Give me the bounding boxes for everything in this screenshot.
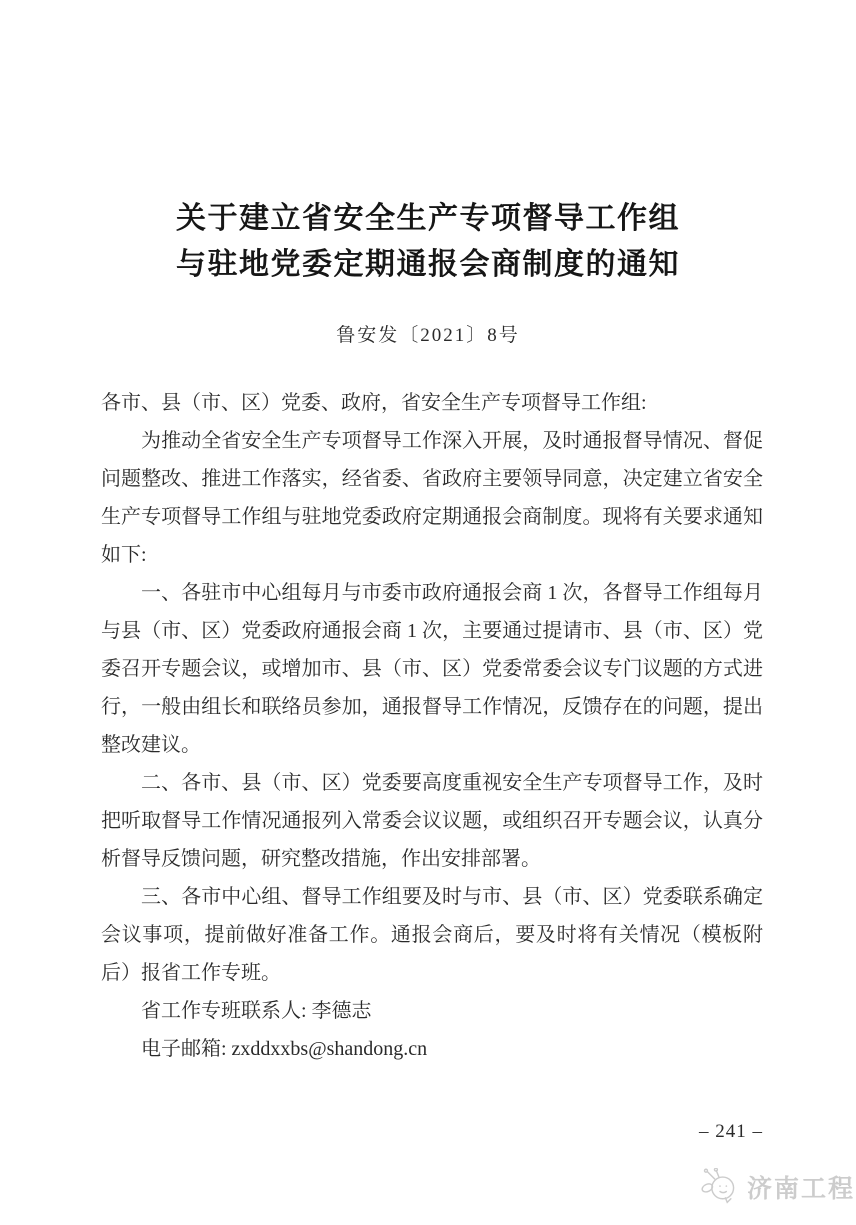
page-number: – 241 – bbox=[699, 1121, 763, 1142]
body-paragraph-intro: 为推动全省安全生产专项督导工作深入开展，及时通报督导情况、督促问题整改、推进工作落实，经省委、省政府主要领导同意，决定建立省安全生产专项督导工作组与驻地党委政府定期通报会商制度。现将有关要求通知如下: bbox=[101, 430, 763, 566]
contact-person-line: 省工作专班联系人: 李德志 bbox=[141, 1000, 372, 1022]
salutation-line: 各市、县（市、区）党委、政府，省安全生产专项督导工作组: bbox=[101, 392, 647, 414]
document-body bbox=[101, 384, 763, 1068]
body-paragraph-item-3: 三、各市中心组、督导工作组要及时与市、县（市、区）党委联系确定会议事项，提前做好准备工作。通报会商后，要及时将有关情况（模板附后）报省工作专班。 bbox=[101, 886, 763, 984]
document-title-line2: 与驻地党委定期通报会商制度的通知 bbox=[176, 248, 680, 281]
watermark-text: 济南工程 bbox=[747, 1175, 856, 1203]
body-paragraph-item-1: 一、各驻市中心组每月与市委市政府通报会商 1 次，各督导工作组每月与县（市、区）党委政府通报会商 1 次，主要通过提请市、县（市、区）党委召开专题会议，或增加市、县（市、区）党委常委会议专门议题的方式进行，一般由组长和联络员参加，通报督导工作情况，反馈存在的问题，提出整改建议。 bbox=[101, 582, 763, 756]
mascot-icon bbox=[698, 1168, 742, 1206]
document-number: 鲁安发〔2021〕8号 bbox=[336, 325, 520, 346]
contact-email-line: 电子邮箱: zxddxxbs@shandong.cn bbox=[141, 1038, 428, 1060]
publisher-watermark bbox=[698, 1168, 855, 1206]
document-title bbox=[0, 196, 856, 288]
document-title-line1: 关于建立省安全生产专项督导工作组 bbox=[176, 202, 680, 235]
body-paragraph-item-2: 二、各市、县（市、区）党委要高度重视安全生产专项督导工作，及时把听取督导工作情况通报列入常委会议议题，或组织召开专题会议，认真分析督导反馈问题，研究整改措施，作出安排部署。 bbox=[101, 772, 763, 870]
